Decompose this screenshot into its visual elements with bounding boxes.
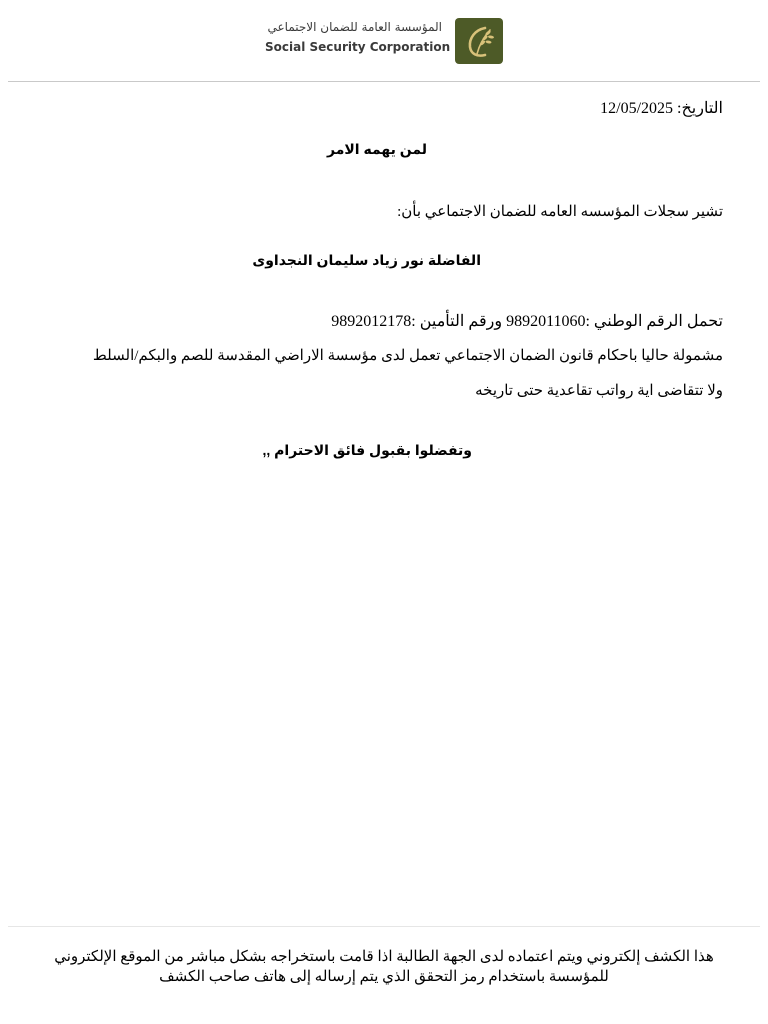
org-name-arabic: المؤسسة العامة للضمان الاجتماعي: [267, 20, 442, 34]
coverage-line: مشمولة حاليا باحكام قانون الضمان الاجتماعي تعمل لدى مؤسسة الاراضي المقدسة للصم والبكم/السلط: [92, 348, 723, 364]
date-label: التاريخ:: [677, 100, 723, 117]
ssc-wheat-logo-icon: [455, 18, 503, 64]
footer-note-line2: للمؤسسة باستخدام رمز التحقق الذي يتم إرساله إلى هاتف صاحب الكشف: [159, 969, 609, 985]
org-name-english: Social Security Corporation: [265, 40, 451, 54]
closing-line: وتفضلوا بقبول فائق الاحترام ,,: [262, 442, 472, 458]
header-divider: [8, 81, 760, 82]
footer-note-line1: هذا الكشف إلكتروني ويتم اعتماده لدى الجهة الطالبة اذا قامت باستخراجه بشكل مباشر من الموقع الإلكتروني: [54, 949, 714, 965]
pension-line: ولا تتقاضى اية رواتب تقاعدية حتى تاريخه: [475, 383, 723, 399]
date-line: [600, 98, 723, 118]
intro-text: تشير سجلات المؤسسه العامه للضمان الاجتماعي بأن:: [397, 204, 723, 220]
salutation: لمن يهمه الامر: [327, 141, 427, 157]
person-name: الفاضلة نور زياد سليمان النجداوى: [252, 252, 481, 268]
id-numbers-line: تحمل الرقم الوطني :9892011060 ورقم التأمين :9892012178: [331, 313, 723, 330]
footer-divider: [8, 926, 760, 927]
date-value: 12/05/2025: [600, 100, 674, 117]
